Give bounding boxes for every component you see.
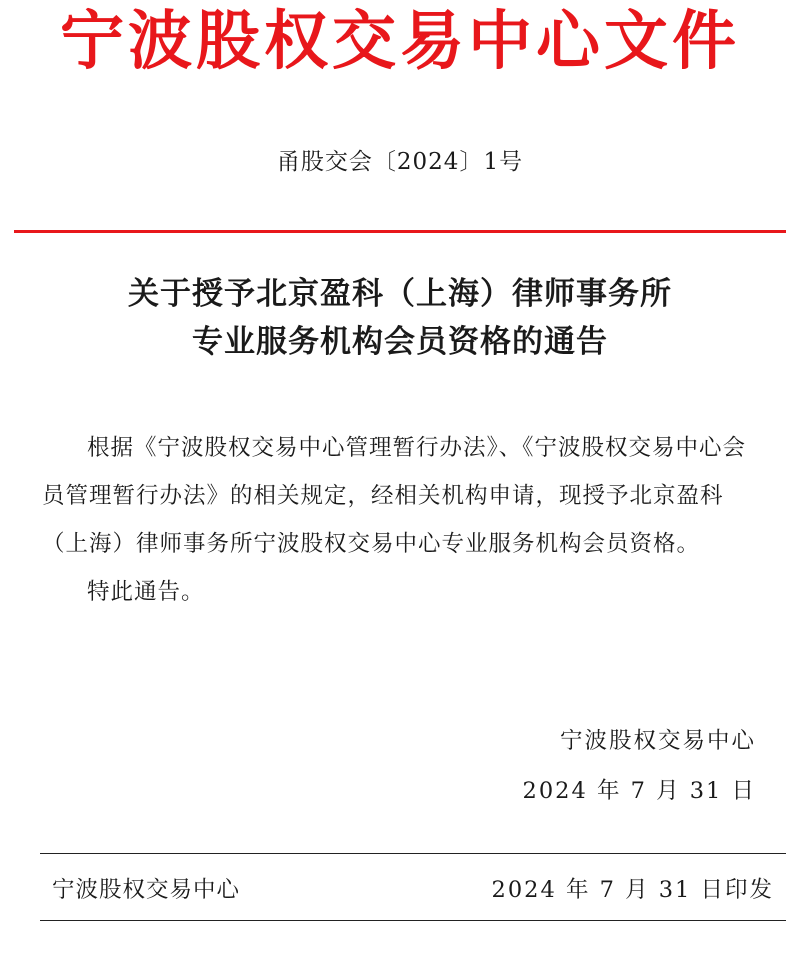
signature-block (523, 716, 756, 816)
footer-top-rule (40, 853, 786, 854)
title-line-1: 关于授予北京盈科（上海）律师事务所 (128, 276, 672, 312)
footer-bottom-rule (40, 920, 786, 921)
red-separator-line (14, 230, 786, 233)
signature-date: 2024 年 7 月 31 日 (522, 778, 756, 804)
title-line-2: 专业服务机构会员资格的通告 (192, 324, 608, 360)
notice-body (42, 424, 758, 616)
document-number: 甬股交会〔2024〕1号 (276, 149, 524, 175)
body-paragraph-2: 特此通告。 (87, 579, 205, 605)
signature-organization: 宁波股权交易中心 (559, 728, 756, 754)
body-paragraph-1: 根据《宁波股权交易中心管理暂行办法》、《宁波股权交易中心会员管理暂行办法》的相关规定，经相关机构申请，现授予北京盈科（上海）律师事务所宁波股权交易中心专业服务机构会员资格。 (42, 435, 747, 557)
document-masthead: 宁波股权交易中心文件 (60, 5, 740, 79)
footer-issue-date: 2024 年 7 月 31 日印发 (491, 877, 774, 903)
notice-title (0, 270, 800, 366)
footer-issuer: 宁波股权交易中心 (52, 877, 241, 903)
